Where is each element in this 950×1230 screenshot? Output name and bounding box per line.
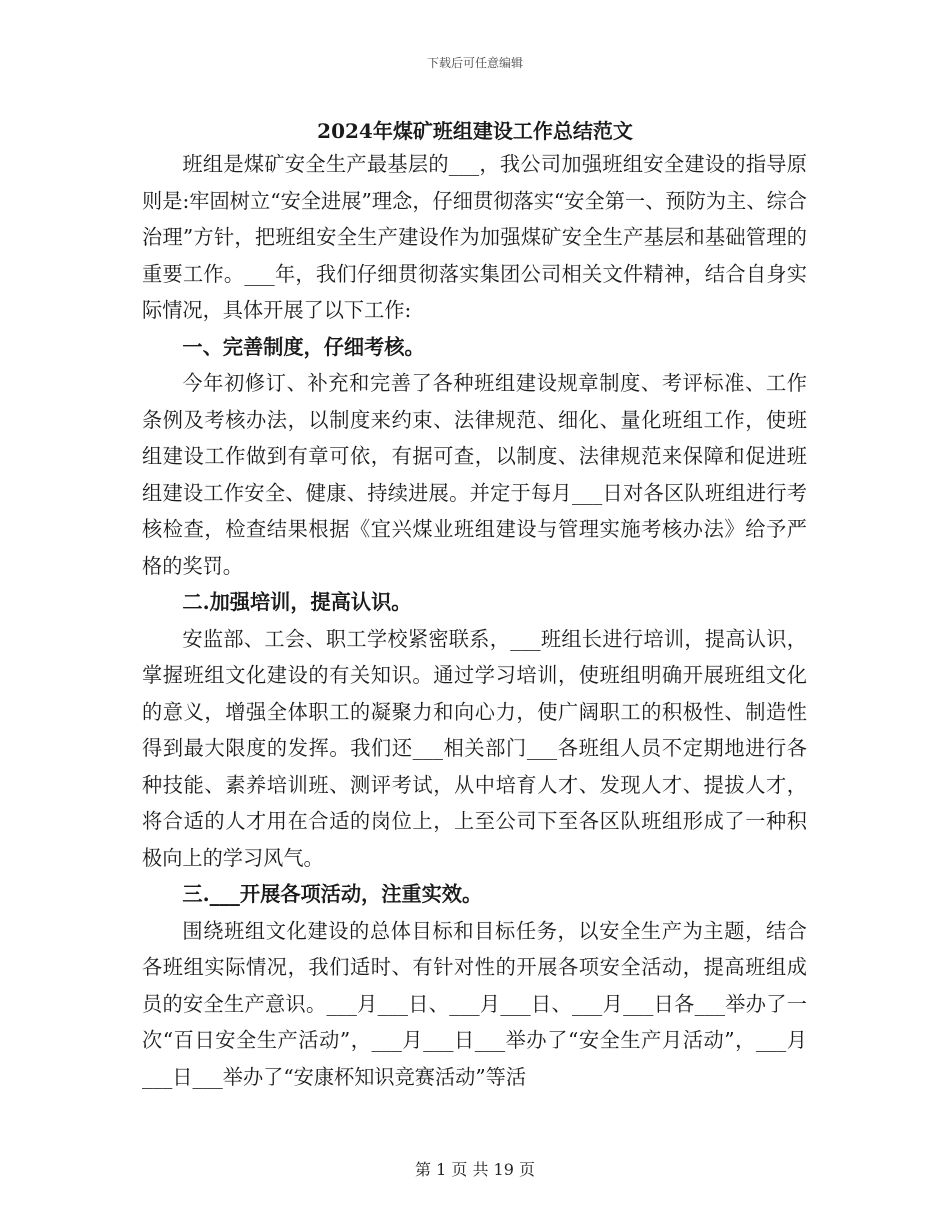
document-title: 2024年煤矿班组建设工作总结范文 — [317, 119, 633, 143]
document-body — [142, 146, 807, 1095]
section-heading-3: 三.___开展各项活动，注重实效。 — [182, 882, 483, 906]
section-3-paragraph: 围绕班组文化建设的总体目标和目标任务，以安全生产为主题，结合各班组实际情况，我们适时、有针对性的开展各项安全活动，提高班组成员的安全生产意识。___月___日、___月___日、___月___日各___举办了一次“百日安全生产活动”，___月___日___举办了“安全生产月活动”，___月___日___举办了“安康杯知识竞赛活动”等活 — [142, 918, 807, 1089]
section-1-paragraph: 今年初修订、补充和完善了各种班组建设规章制度、考评标准、工作条例及考核办法，以制度来约束、法律规范、细化、量化班组工作，使班组建设工作做到有章可依，有据可查，以制度、法律规范来保障和促进班组建设工作安全、健康、持续进展。并定于每月___日对各区队班组进行考核检查，检查结果根据《宜兴煤业班组建设与管理实施考核办法》给予严格的奖罚。 — [142, 371, 807, 578]
page-footer: 第 1 页 共 19 页 — [415, 1160, 535, 1179]
header-note: 下载后可任意编辑 — [426, 56, 523, 70]
section-2-paragraph: 安监部、工会、职工学校紧密联系，___班组长进行培训，提高认识，掌握班组文化建设的有关知识。通过学习培训，使班组明确开展班组文化的意义，增强全体职工的凝聚力和向心力，使广阔职工的积极性、制造性得到最大限度的发挥。我们还___相关部门___各班组人员不定期地进行各种技能、素养培训班、测评考试，从中培育人才、发现人才、提拔人才，将合适的人才用在合适的岗位上，上至公司下至各区队班组形成了一种积极向上的学习风气。 — [142, 626, 807, 870]
intro-paragraph: 班组是煤矿安全生产最基层的___，我公司加强班组安全建设的指导原则是:牢固树立“安全进展”理念，仔细贯彻落实“安全第一、预防为主、综合治理”方针，把班组安全生产建设作为加强煤矿安全生产基层和基础管理的重要工作。___年，我们仔细贯彻落实集团公司相关文件精神，结合自身实际情况，具体开展了以下工作: — [142, 152, 807, 322]
section-heading-1: 一、完善制度，仔细考核。 — [182, 334, 425, 359]
section-heading-2: 二.加强培训，提高认识。 — [182, 590, 412, 614]
